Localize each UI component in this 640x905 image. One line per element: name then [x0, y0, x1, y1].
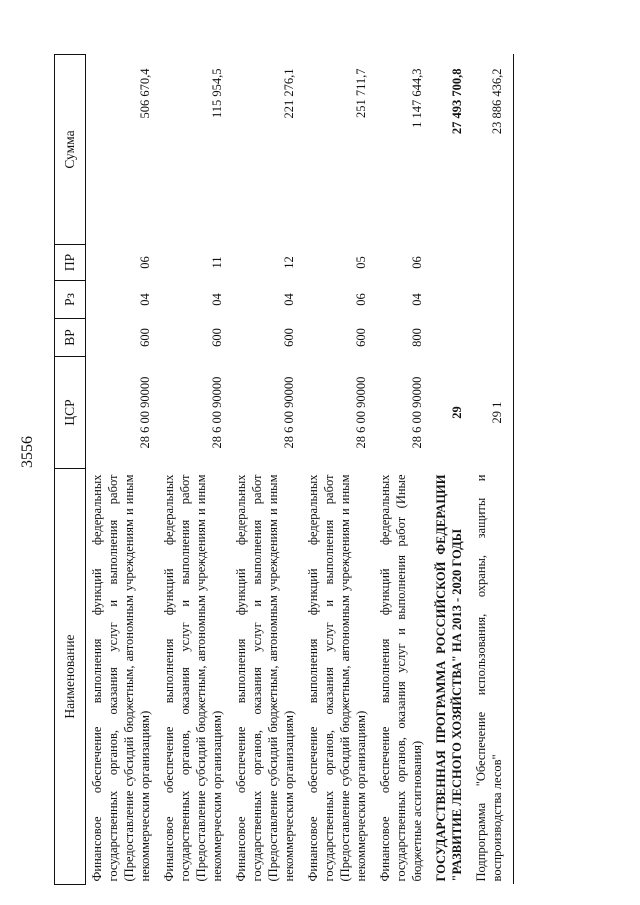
row-csr: 28 6 00 90000 — [210, 376, 224, 449]
header-name: Наименование — [55, 469, 86, 885]
row-vr — [430, 319, 470, 357]
table-row — [302, 55, 374, 885]
header-rz: Рз — [55, 281, 86, 319]
row-rz: 04 — [410, 293, 424, 306]
table-row — [230, 55, 302, 885]
row-name: Финансовое обеспечение выполнения функций федеральных государственных органов, оказания услуг и выполнения работ (Предоставление субсидий бюджетным, автономным учреждениям и иным некоммерческим организациям) — [234, 474, 296, 882]
header-sum: Сумма — [55, 55, 86, 245]
table-row — [470, 55, 514, 885]
row-pr: 06 — [410, 256, 424, 269]
row-csr: 29 — [450, 406, 464, 419]
row-pr — [430, 245, 470, 281]
row-sum: 221 276,1 — [282, 68, 296, 119]
row-vr: 600 — [210, 328, 224, 347]
header-csr: ЦСР — [55, 357, 86, 469]
row-sum: 506 670,4 — [138, 68, 152, 119]
row-vr: 600 — [282, 328, 296, 347]
row-vr: 600 — [354, 328, 368, 347]
table-row — [430, 55, 470, 885]
row-name: Финансовое обеспечение выполнения функций федеральных государственных органов, оказания услуг и выполнения работ (Предоставление субсидий бюджетным, автономным учреждениям и иным некоммерческим организациям) — [306, 474, 368, 882]
row-pr: 05 — [354, 256, 368, 269]
table-row — [86, 55, 159, 885]
header-vr: ВР — [55, 319, 86, 357]
row-name: Финансовое обеспечение выполнения функций федеральных государственных органов, оказания услуг и выполнения работ (Предоставление субсидий бюджетным, автономным учреждениям и иным некоммерческим организациям) — [90, 474, 152, 882]
row-name: Финансовое обеспечение выполнения функций федеральных государственных органов, оказания услуг и выполнения работ (Иные бюджетные ассигнования) — [378, 474, 424, 882]
table-header-row — [55, 55, 86, 885]
row-csr: 28 6 00 90000 — [282, 376, 296, 449]
row-sum: 1 147 644,3 — [410, 68, 424, 128]
row-csr: 28 6 00 90000 — [354, 376, 368, 449]
header-pr: ПР — [55, 245, 86, 281]
budget-table — [54, 54, 514, 885]
table-row — [374, 55, 430, 885]
row-vr: 800 — [410, 328, 424, 347]
row-rz: 04 — [138, 293, 152, 306]
page-number: 3556 — [19, 436, 36, 468]
row-rz — [430, 281, 470, 319]
row-pr: 06 — [138, 256, 152, 269]
row-rz: 04 — [282, 293, 296, 306]
row-rz: 06 — [354, 293, 368, 306]
row-pr — [470, 245, 514, 281]
row-name: Финансовое обеспечение выполнения функций федеральных государственных органов, оказания услуг и выполнения работ (Предоставление субсидий бюджетным, автономным учреждениям и иным некоммерческим организациям) — [162, 474, 224, 882]
row-sum: 27 493 700,8 — [450, 68, 464, 135]
row-sum: 115 954,5 — [210, 68, 224, 119]
row-csr: 29 1 — [470, 357, 514, 469]
row-pr: 12 — [282, 256, 296, 269]
row-vr — [470, 319, 514, 357]
row-vr: 600 — [138, 328, 152, 347]
row-name: ГОСУДАРСТВЕННАЯ ПРОГРАММА РОССИЙСКОЙ ФЕДЕРАЦИИ "РАЗВИТИЕ ЛЕСНОГО ХОЗЯЙСТВА" НА 2013 - 2020 ГОДЫ — [434, 474, 464, 882]
table-row — [158, 55, 230, 885]
row-csr: 28 6 00 90000 — [410, 376, 424, 449]
row-pr: 11 — [210, 256, 224, 269]
row-rz — [470, 281, 514, 319]
row-csr: 28 6 00 90000 — [138, 376, 152, 449]
row-sum: 251 711,7 — [354, 68, 368, 119]
row-sum: 23 886 436,2 — [470, 55, 514, 245]
rotated-page-content — [54, 55, 612, 885]
row-rz: 04 — [210, 293, 224, 306]
row-name: Подпрограмма "Обеспечение использования, охраны, защиты и воспроизводства лесов" — [470, 469, 514, 885]
